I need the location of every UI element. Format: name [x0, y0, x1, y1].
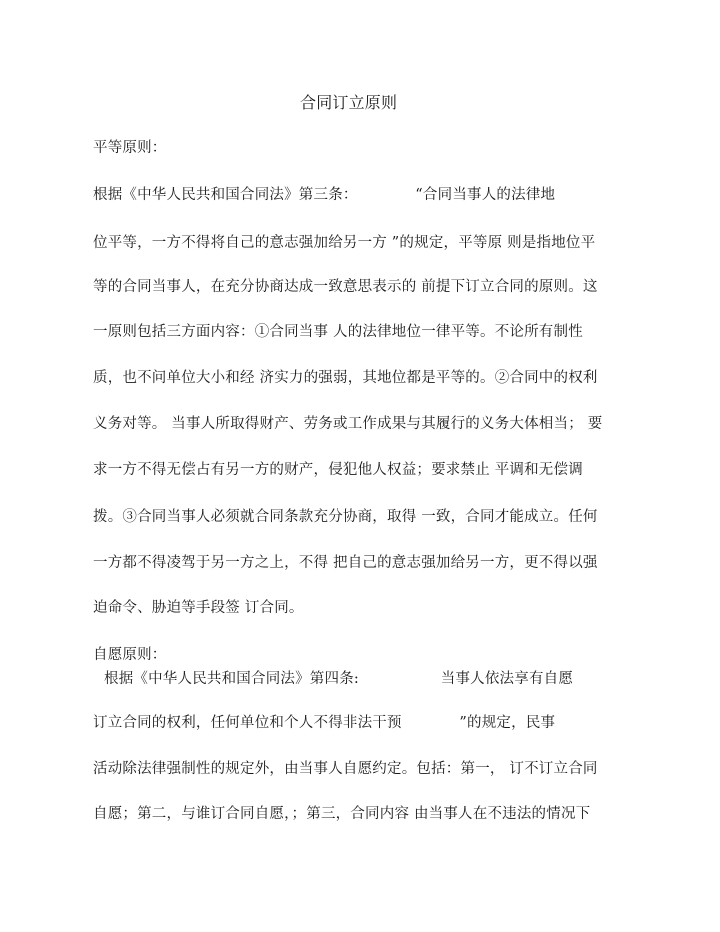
paragraph-line: 迫命令、胁迫等手段签 订合同。	[93, 600, 304, 616]
section-heading-voluntariness: 自愿原则：	[93, 647, 167, 663]
paragraph-line: 义务对等。 当事人所取得财产、劳务或工作成果与其履行的义务大体相当； 要	[93, 416, 603, 432]
paragraph-line: 根据《中华人民共和国合同法》第三条： “合同当事人的法律地	[93, 187, 556, 203]
document-title: 合同订立原则	[300, 93, 398, 112]
paragraph-line: 活动除法律强制性的规定外，由当事人自愿约定。包括：第一， 订不订立合同	[93, 761, 598, 777]
paragraph-line: 求一方不得无偿占有另一方的财产，侵犯他人权益；要求禁止 平调和无偿调	[93, 462, 583, 478]
paragraph-line: 一原则包括三方面内容：①合同当事 人的法律地位一律平等。不论所有制性	[93, 324, 583, 340]
paragraph-line: 根据《中华人民共和国合同法》第四条: 当事人依法享有自愿	[104, 671, 574, 687]
paragraph-line: 等的合同当事人，在充分协商达成一致意思表示的 前提下订立合同的原则。这	[93, 279, 598, 295]
paragraph-line: 位平等，一方不得将自己的意志强加给另一方 ”的规定，平等原 则是指地位平	[93, 235, 596, 251]
paragraph-line: 订立合同的权利，任何单位和个人不得非法干预 ”的规定，民事	[93, 715, 556, 731]
section-heading-equality: 平等原则：	[93, 140, 167, 156]
paragraph-line: 质，也不问单位大小和经 济实力的强弱，其地位都是平等的。②合同中的权利	[93, 370, 598, 386]
paragraph-line: 拨。③合同当事人必须就合同条款充分协商，取得 一致，合同才能成立。任何	[93, 509, 598, 525]
paragraph-line: 一方都不得凌驾于另一方之上，不得 把自己的意志强加给另一方，更不得以强	[93, 555, 598, 571]
paragraph-line: 自愿；第二，与谁订合同自愿，；第三，合同内容 由当事人在不违法的情况下	[93, 806, 591, 822]
